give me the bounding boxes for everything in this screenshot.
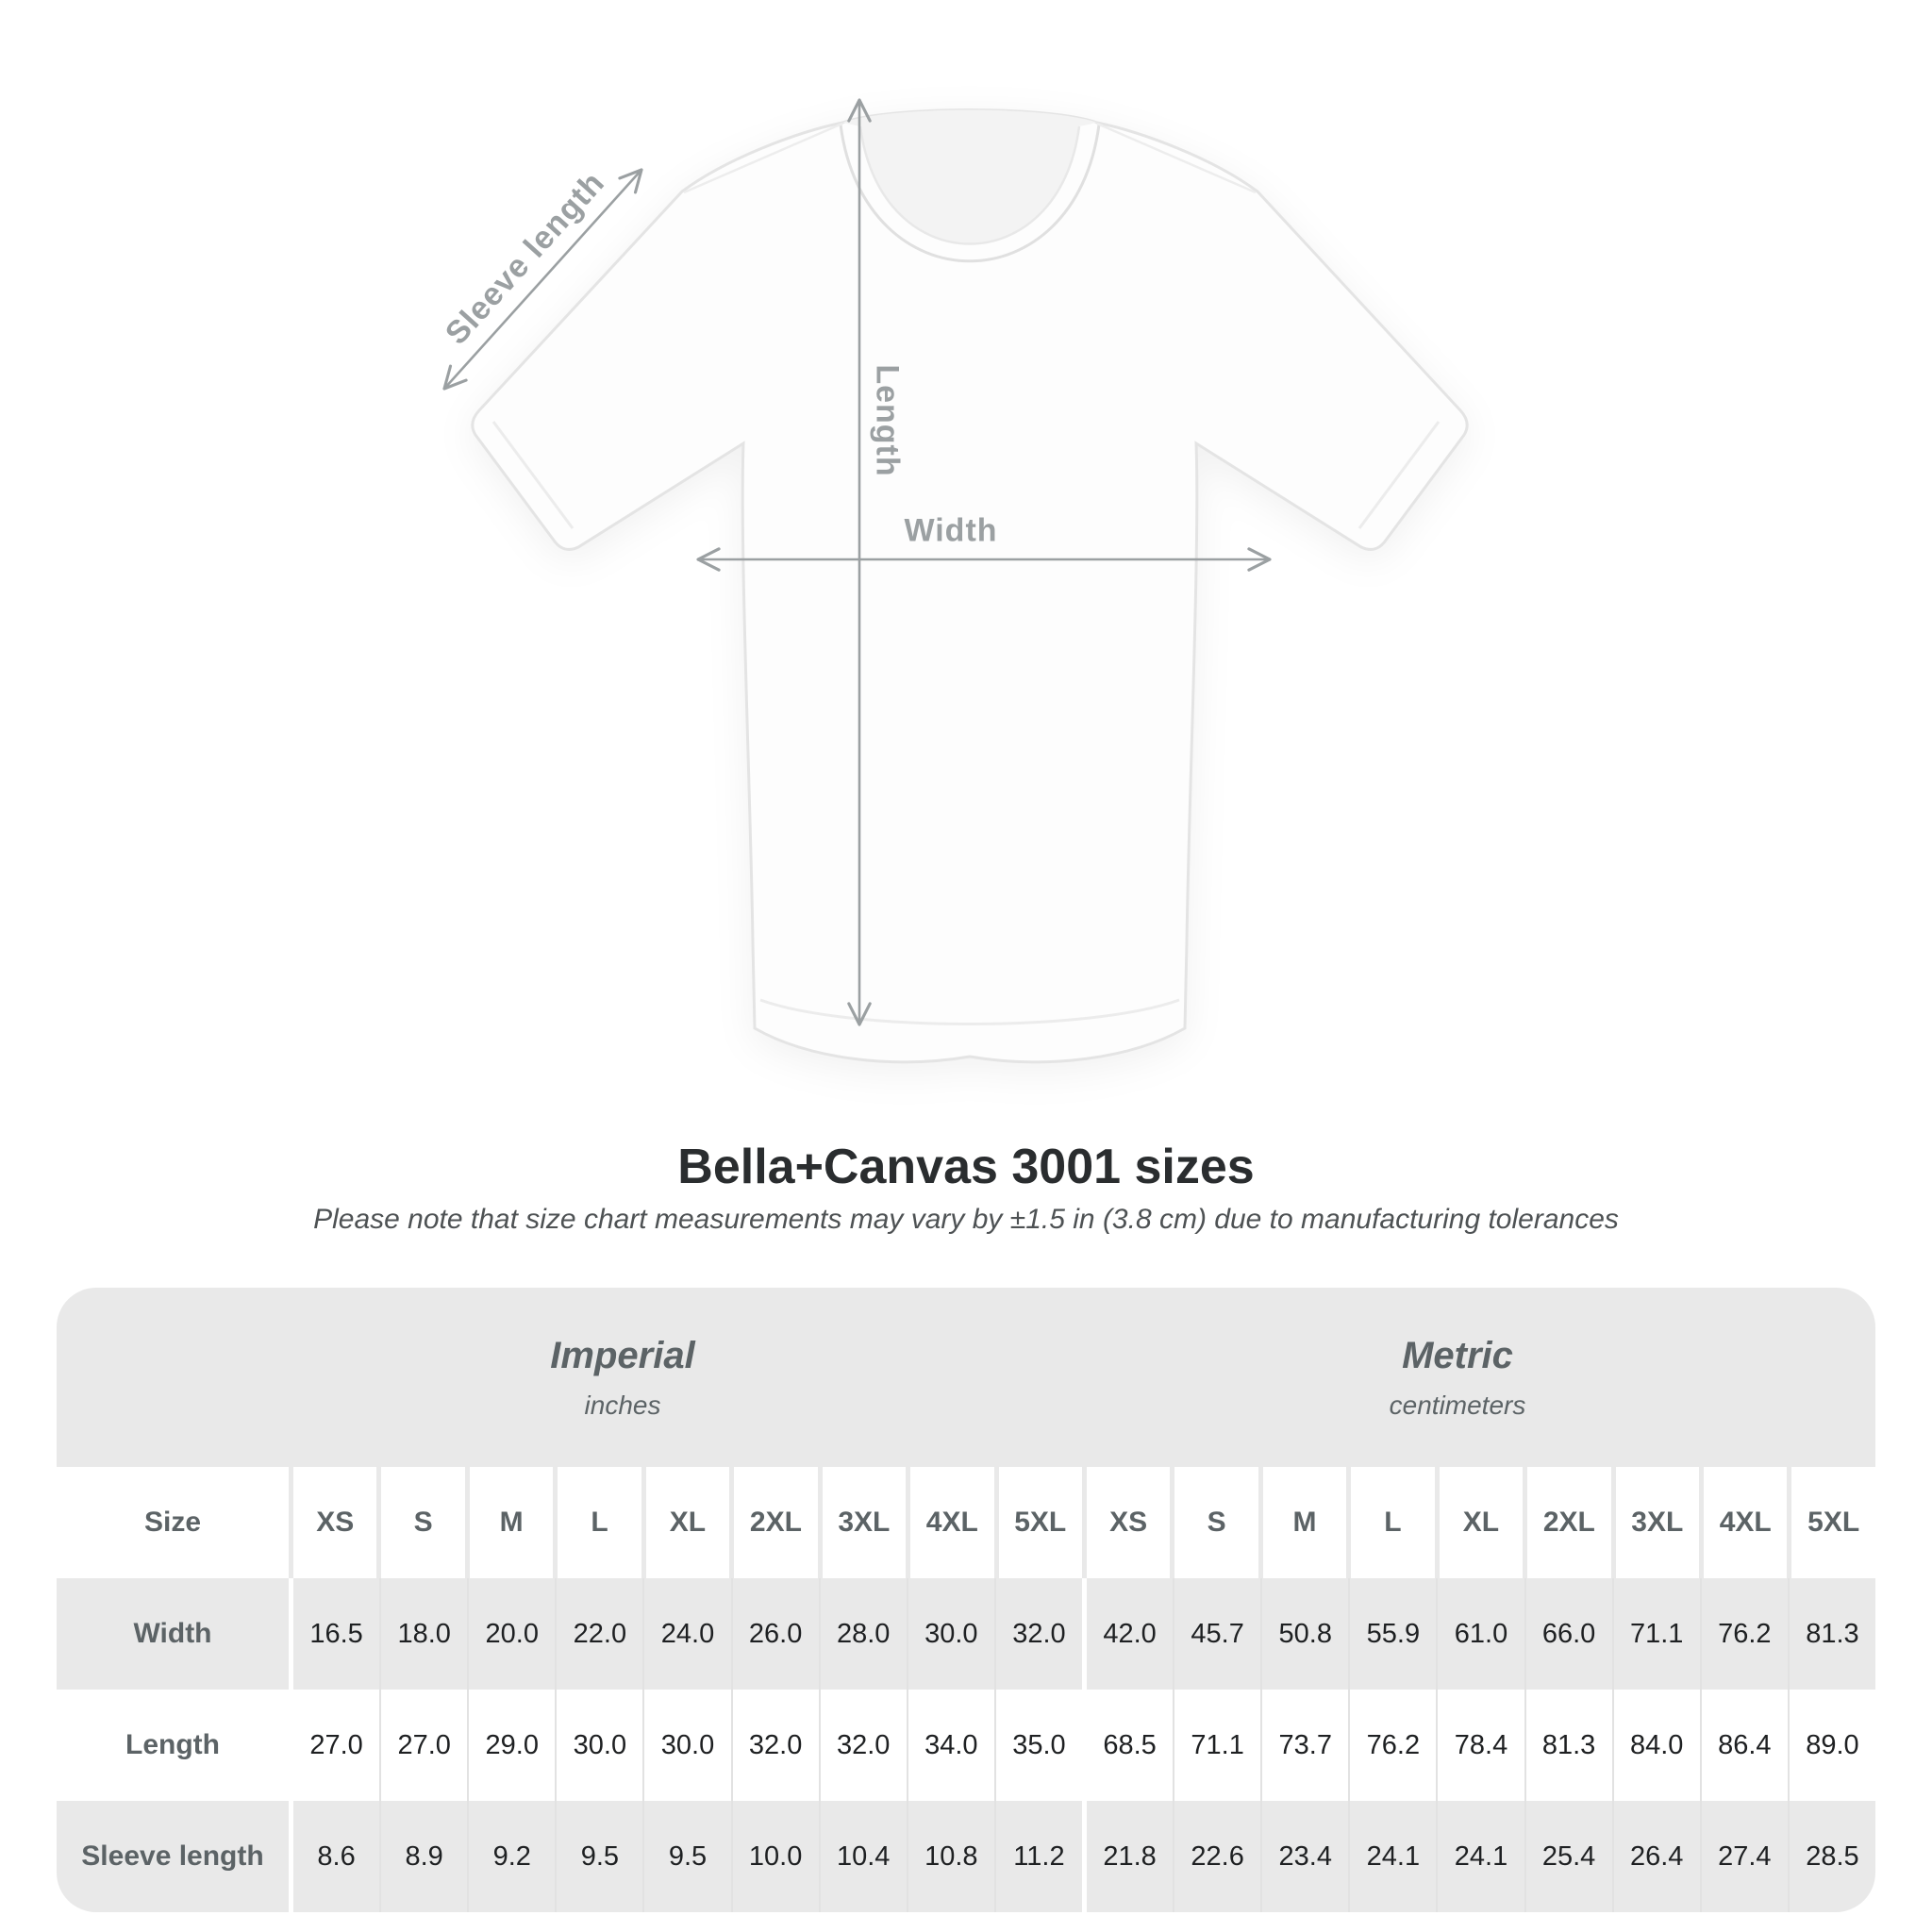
size-col-header: L	[1351, 1467, 1434, 1578]
value-cell: 28.5	[1788, 1801, 1875, 1912]
value-cell: 22.0	[555, 1578, 642, 1690]
value-cell: 71.1	[1173, 1690, 1260, 1801]
value-cell: 73.7	[1260, 1690, 1348, 1801]
value-cell: 11.2	[994, 1801, 1082, 1912]
value-cell: 8.9	[379, 1801, 467, 1912]
value-cell: 32.0	[994, 1578, 1082, 1690]
value-cell: 21.8	[1082, 1801, 1173, 1912]
size-col-header: XS	[293, 1467, 376, 1578]
value-cell: 10.0	[731, 1801, 819, 1912]
size-col-header: 2XL	[1527, 1467, 1610, 1578]
value-cell: 34.0	[907, 1690, 994, 1801]
value-cell: 30.0	[642, 1690, 730, 1801]
value-cell: 32.0	[731, 1690, 819, 1801]
unit-header-row	[57, 1288, 1875, 1467]
sleeve-length-label: Sleeve length	[438, 164, 612, 352]
value-cell: 76.2	[1700, 1578, 1788, 1690]
value-cell: 45.7	[1173, 1578, 1260, 1690]
size-col-header: 4XL	[910, 1467, 993, 1578]
size-col-header: L	[558, 1467, 641, 1578]
value-cell: 26.0	[731, 1578, 819, 1690]
size-col-header: XL	[1440, 1467, 1523, 1578]
sleeve-length-row-label: Sleeve length	[81, 1840, 264, 1872]
size-col-header: 5XL	[999, 1467, 1082, 1578]
size-col-header: 2XL	[734, 1467, 817, 1578]
value-cell: 68.5	[1082, 1690, 1173, 1801]
value-cell: 27.0	[379, 1690, 467, 1801]
width-label: Width	[904, 512, 998, 549]
value-cell: 27.4	[1700, 1801, 1788, 1912]
value-cell: 81.3	[1788, 1578, 1875, 1690]
imperial-header-name: Imperial	[550, 1334, 695, 1376]
value-cell: 55.9	[1348, 1578, 1436, 1690]
value-cell: 35.0	[994, 1690, 1082, 1801]
imperial-header	[550, 1288, 694, 1467]
imperial-header-unit: inches	[584, 1390, 661, 1420]
metric-header	[1390, 1288, 1526, 1467]
page-title: Bella+Canvas 3001 sizes	[677, 1140, 1255, 1194]
value-cell: 10.4	[819, 1801, 907, 1912]
value-cell: 76.2	[1348, 1690, 1436, 1801]
value-cell: 81.3	[1524, 1690, 1612, 1801]
size-col-header: 4XL	[1704, 1467, 1787, 1578]
value-cell: 42.0	[1082, 1578, 1173, 1690]
value-cell: 8.6	[289, 1801, 379, 1912]
size-header-row	[57, 1467, 1875, 1578]
width-row-label: Width	[133, 1618, 212, 1649]
size-col-header: M	[470, 1467, 553, 1578]
value-cell: 16.5	[289, 1578, 379, 1690]
size-col-header: 3XL	[823, 1467, 906, 1578]
value-cell: 18.0	[379, 1578, 467, 1690]
size-col-header: S	[381, 1467, 464, 1578]
size-col-header: XL	[646, 1467, 729, 1578]
value-cell: 71.1	[1612, 1578, 1700, 1690]
value-cell: 32.0	[819, 1690, 907, 1801]
width-row	[57, 1578, 1875, 1690]
sleeve-length-row	[57, 1801, 1875, 1912]
value-cell: 66.0	[1524, 1578, 1612, 1690]
tshirt-illustration	[473, 110, 1467, 1062]
value-cell: 25.4	[1524, 1801, 1612, 1912]
value-cell: 22.6	[1173, 1801, 1260, 1912]
size-header-label: Size	[57, 1467, 289, 1578]
value-cell: 24.0	[642, 1578, 730, 1690]
value-cell: 89.0	[1788, 1690, 1875, 1801]
value-cell: 28.0	[819, 1578, 907, 1690]
value-cell: 86.4	[1700, 1690, 1788, 1801]
value-cell: 78.4	[1436, 1690, 1524, 1801]
length-row	[57, 1690, 1875, 1801]
size-col-header: 5XL	[1791, 1467, 1874, 1578]
size-col-header: 3XL	[1616, 1467, 1699, 1578]
value-cell: 24.1	[1436, 1801, 1524, 1912]
value-cell: 9.5	[555, 1801, 642, 1912]
value-cell: 30.0	[907, 1578, 994, 1690]
size-col-header: XS	[1087, 1467, 1170, 1578]
metric-header-name: Metric	[1402, 1334, 1513, 1376]
value-cell: 50.8	[1260, 1578, 1348, 1690]
size-col-header: M	[1263, 1467, 1346, 1578]
value-cell: 10.8	[907, 1801, 994, 1912]
length-label: Length	[869, 364, 906, 477]
metric-header-unit: centimeters	[1389, 1390, 1526, 1420]
size-col-header: S	[1174, 1467, 1257, 1578]
value-cell: 26.4	[1612, 1801, 1700, 1912]
tolerance-note: Please note that size chart measurements may vary by ±1.5 in (3.8 cm) due to manufacturing tolerances	[313, 1204, 1619, 1235]
value-cell: 9.5	[642, 1801, 730, 1912]
value-cell: 24.1	[1348, 1801, 1436, 1912]
value-cell: 30.0	[555, 1690, 642, 1801]
length-row-label: Length	[125, 1729, 220, 1760]
value-cell: 9.2	[467, 1801, 555, 1912]
value-cell: 61.0	[1436, 1578, 1524, 1690]
value-cell: 20.0	[467, 1578, 555, 1690]
tshirt-body	[473, 110, 1467, 1062]
size-table	[57, 1288, 1875, 1912]
value-cell: 23.4	[1260, 1801, 1348, 1912]
value-cell: 29.0	[467, 1690, 555, 1801]
value-cell: 27.0	[289, 1690, 379, 1801]
value-cell: 84.0	[1612, 1690, 1700, 1801]
